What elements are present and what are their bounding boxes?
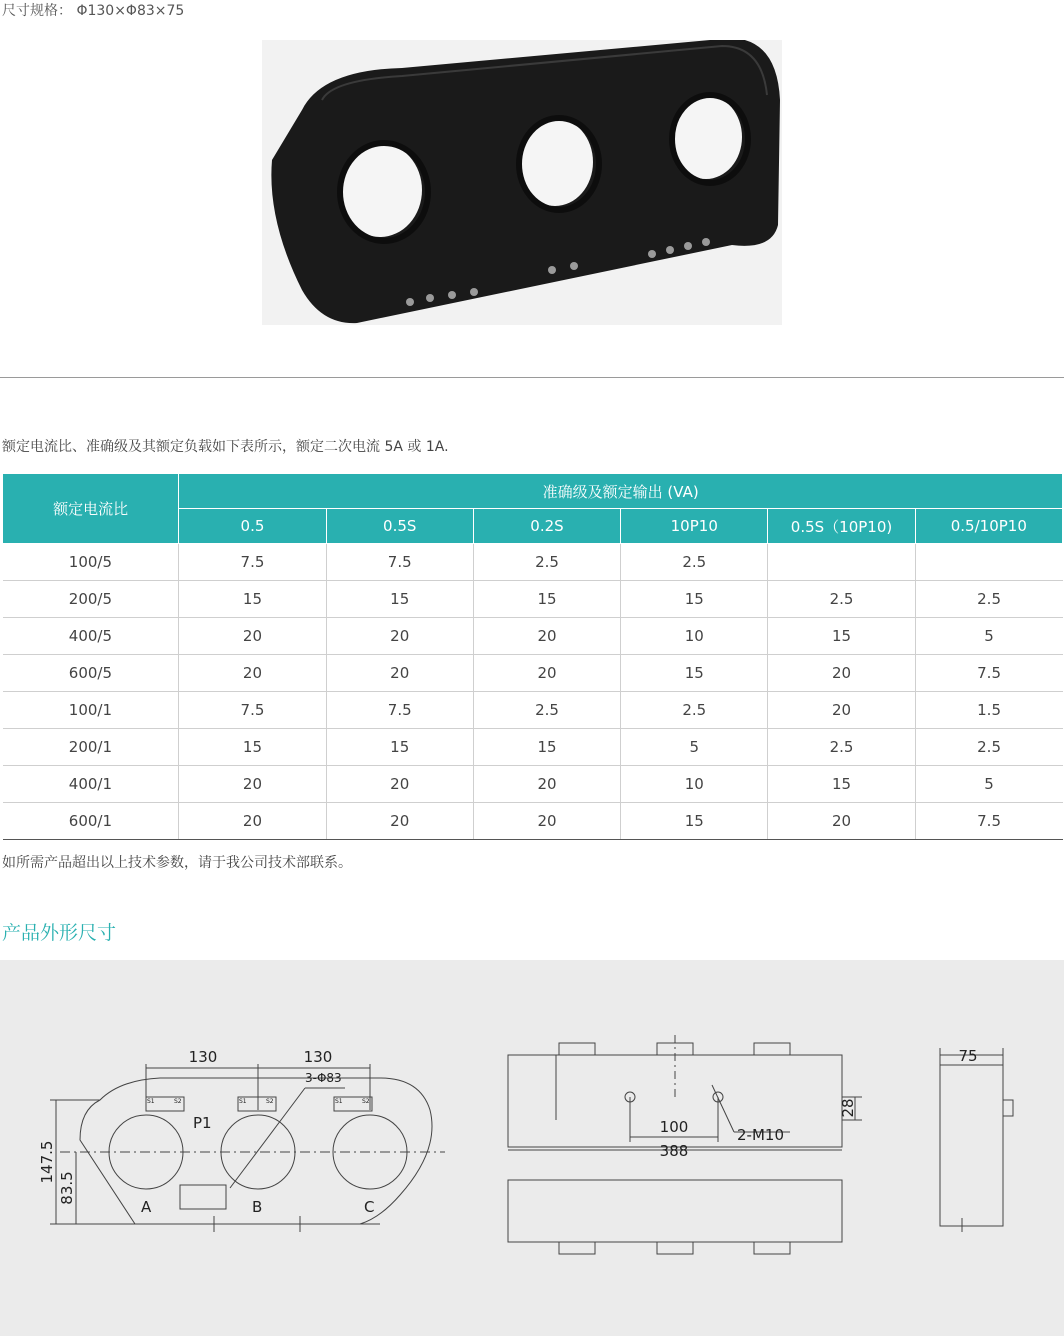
table-row bbox=[3, 692, 1063, 729]
value-cell: 15 bbox=[473, 581, 620, 618]
value-cell: 2.5 bbox=[768, 581, 915, 618]
value-cell: 7.5 bbox=[179, 692, 326, 729]
value-cell: 20 bbox=[326, 803, 473, 840]
value-cell: 15 bbox=[473, 729, 620, 766]
value-cell: 20 bbox=[179, 803, 326, 840]
value-cell: 2.5 bbox=[473, 692, 620, 729]
value-cell: 2.5 bbox=[768, 729, 915, 766]
dim-100: 100 bbox=[659, 1118, 689, 1136]
spec-line: 尺寸规格： Φ130×Φ83×75 bbox=[2, 3, 185, 19]
value-cell: 15 bbox=[326, 581, 473, 618]
value-cell: 2.5 bbox=[621, 544, 768, 581]
terminal-s2-b: S2 bbox=[266, 1098, 274, 1105]
value-cell: 20 bbox=[473, 766, 620, 803]
terminal-s1-c: S1 bbox=[335, 1098, 343, 1105]
note-text: 如所需产品超出以上技术参数，请于我公司技术部联系。 bbox=[2, 855, 352, 871]
value-cell: 15 bbox=[768, 618, 915, 655]
dim-130-right: 130 bbox=[303, 1048, 333, 1066]
header-ratio: 额定电流比 bbox=[3, 474, 179, 544]
value-cell: 5 bbox=[621, 729, 768, 766]
value-cell bbox=[768, 544, 915, 581]
mount-label: 2-M10 bbox=[737, 1126, 784, 1144]
value-cell: 20 bbox=[473, 803, 620, 840]
ratio-cell: 100/1 bbox=[3, 692, 179, 729]
value-cell: 20 bbox=[179, 766, 326, 803]
dimension-drawing bbox=[0, 960, 1064, 1336]
value-cell: 20 bbox=[768, 692, 915, 729]
value-cell: 5 bbox=[915, 766, 1062, 803]
value-cell: 7.5 bbox=[326, 692, 473, 729]
value-cell: 2.5 bbox=[915, 729, 1062, 766]
value-cell: 7.5 bbox=[915, 655, 1062, 692]
column-header: 0.5/10P10 bbox=[915, 509, 1062, 544]
phase-a-label: A bbox=[141, 1198, 152, 1216]
value-cell: 15 bbox=[768, 766, 915, 803]
table-row bbox=[3, 803, 1063, 840]
ratio-cell: 600/1 bbox=[3, 803, 179, 840]
ratio-cell: 200/5 bbox=[3, 581, 179, 618]
table-body bbox=[3, 544, 1063, 840]
value-cell: 7.5 bbox=[179, 544, 326, 581]
value-cell: 20 bbox=[326, 618, 473, 655]
value-cell: 2.5 bbox=[915, 581, 1062, 618]
header-accuracy-group: 准确级及额定输出 (VA) bbox=[179, 474, 1063, 509]
value-cell: 7.5 bbox=[326, 544, 473, 581]
product-photo bbox=[262, 40, 782, 325]
value-cell: 15 bbox=[326, 729, 473, 766]
value-cell bbox=[915, 544, 1062, 581]
value-cell: 2.5 bbox=[621, 692, 768, 729]
value-cell: 15 bbox=[179, 729, 326, 766]
value-cell: 10 bbox=[621, 766, 768, 803]
ratio-cell: 100/5 bbox=[3, 544, 179, 581]
value-cell: 20 bbox=[768, 655, 915, 692]
phase-b-label: B bbox=[252, 1198, 263, 1216]
ratings-table bbox=[2, 473, 1063, 840]
value-cell: 5 bbox=[915, 618, 1062, 655]
value-cell: 20 bbox=[179, 618, 326, 655]
divider bbox=[0, 377, 1064, 378]
column-header: 0.2S bbox=[473, 509, 620, 544]
value-cell: 15 bbox=[621, 803, 768, 840]
ratio-cell: 400/1 bbox=[3, 766, 179, 803]
table-row bbox=[3, 766, 1063, 803]
value-cell: 20 bbox=[326, 655, 473, 692]
table-row bbox=[3, 618, 1063, 655]
table-row bbox=[3, 544, 1063, 581]
table-row bbox=[3, 655, 1063, 692]
holes-label: 3-Φ83 bbox=[305, 1071, 342, 1085]
value-cell: 2.5 bbox=[473, 544, 620, 581]
column-header: 10P10 bbox=[621, 509, 768, 544]
dim-130-left: 130 bbox=[188, 1048, 218, 1066]
column-header: 0.5 bbox=[179, 509, 326, 544]
intro-text: 额定电流比、准确级及其额定负载如下表所示，额定二次电流 5A 或 1A. bbox=[2, 439, 449, 455]
value-cell: 20 bbox=[473, 618, 620, 655]
value-cell: 15 bbox=[621, 581, 768, 618]
dim-75: 75 bbox=[958, 1047, 978, 1065]
section-title: 产品外形尺寸 bbox=[2, 922, 117, 944]
phase-c-label: C bbox=[364, 1198, 375, 1216]
dim-83: 83.5 bbox=[58, 1171, 76, 1205]
value-cell: 20 bbox=[473, 655, 620, 692]
dim-28: 28 bbox=[839, 1098, 857, 1118]
value-cell: 7.5 bbox=[915, 803, 1062, 840]
value-cell: 10 bbox=[621, 618, 768, 655]
terminal-s2-a: S2 bbox=[174, 1098, 182, 1105]
p1-label: P1 bbox=[193, 1114, 212, 1132]
terminal-s1-a: S1 bbox=[147, 1098, 155, 1105]
value-cell: 20 bbox=[179, 655, 326, 692]
ratio-cell: 200/1 bbox=[3, 729, 179, 766]
terminal-s2-c: S2 bbox=[362, 1098, 370, 1105]
value-cell: 15 bbox=[621, 655, 768, 692]
value-cell: 20 bbox=[326, 766, 473, 803]
value-cell: 1.5 bbox=[915, 692, 1062, 729]
dim-147: 147.5 bbox=[38, 1140, 56, 1184]
column-header: 0.5S bbox=[326, 509, 473, 544]
value-cell: 20 bbox=[768, 803, 915, 840]
table-row bbox=[3, 729, 1063, 766]
column-header: 0.5S（10P10) bbox=[768, 509, 915, 544]
dim-388: 388 bbox=[659, 1142, 689, 1160]
value-cell: 15 bbox=[179, 581, 326, 618]
ratio-cell: 600/5 bbox=[3, 655, 179, 692]
table-row bbox=[3, 581, 1063, 618]
ratio-cell: 400/5 bbox=[3, 618, 179, 655]
terminal-s1-b: S1 bbox=[239, 1098, 247, 1105]
